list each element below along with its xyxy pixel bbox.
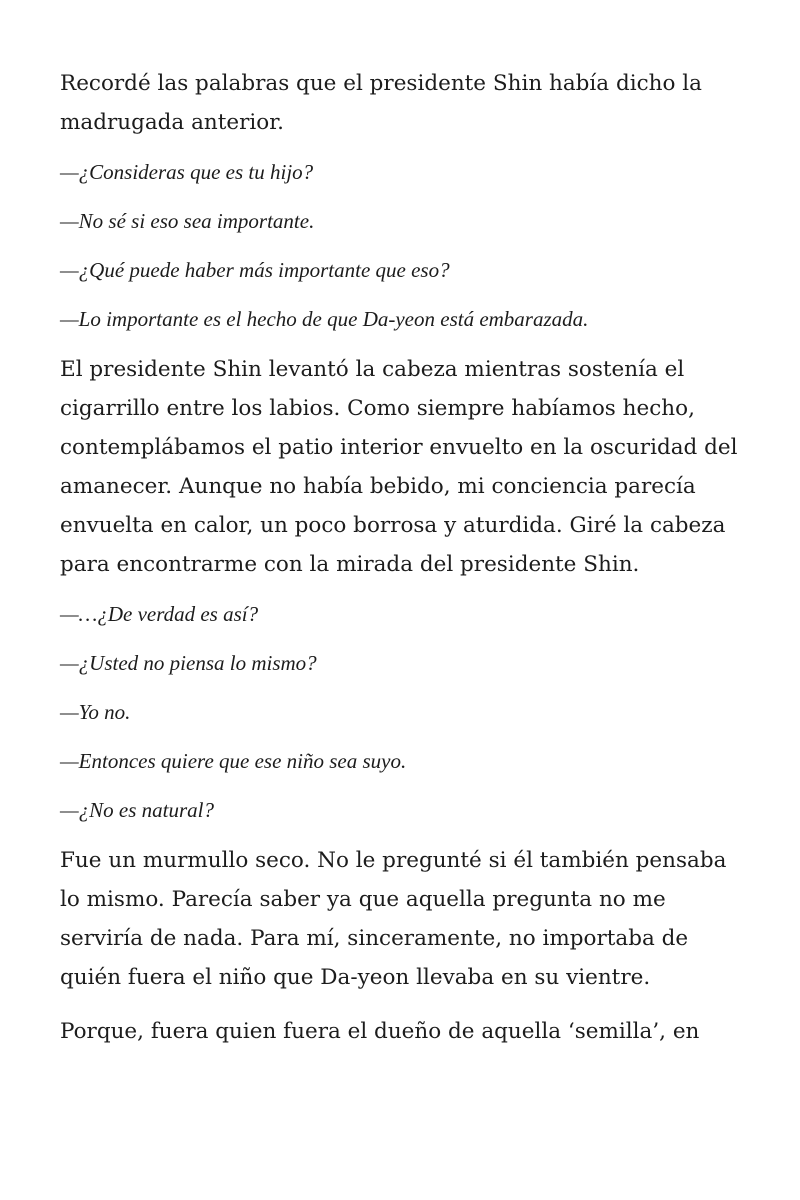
narration-paragraph: El presidente Shin levantó la cabeza mientras sostenía el cigarrillo entre los labios. Como siempre habíamos hecho, contemplábamos el patio interior envuelto en la oscuridad del amanecer. Aunque no había bebido, mi conciencia parecía envuelta en calor, un poco borrosa y aturdida. Giré la cabeza para encontrarme con la mirada del presidente Shin. <box>60 357 738 577</box>
page-text <box>60 64 750 1066</box>
narration-paragraph: Fue un murmullo seco. No le pregunté si él también pensaba lo mismo. Parecía saber ya que aquella pregunta no me serviría de nada. Para mí, sinceramente, no importaba de quién fuera el niño que Da-yeon llevaba en su vientre. <box>60 848 727 990</box>
dialogue-line: —¿No es natural? <box>60 798 215 822</box>
dialogue-line: —Entonces quiere que ese niño sea suyo. <box>60 749 407 773</box>
dialogue-line: —Lo importante es el hecho de que Da-yeon está embarazada. <box>60 307 589 331</box>
dialogue-line: —No sé si eso sea importante. <box>60 209 315 233</box>
dialogue-line: —¿Consideras que es tu hijo? <box>60 160 314 184</box>
dialogue-line: —Yo no. <box>60 700 131 724</box>
narration-paragraph: Porque, fuera quien fuera el dueño de aquella ‘semilla’, en <box>60 1019 700 1044</box>
dialogue-line: —…¿De verdad es así? <box>60 602 259 626</box>
dialogue-line: —¿Usted no piensa lo mismo? <box>60 651 317 675</box>
dialogue-line: —¿Qué puede haber más importante que eso? <box>60 258 450 282</box>
narration-paragraph: Recordé las palabras que el presidente Shin había dicho la madrugada anterior. <box>60 71 702 135</box>
